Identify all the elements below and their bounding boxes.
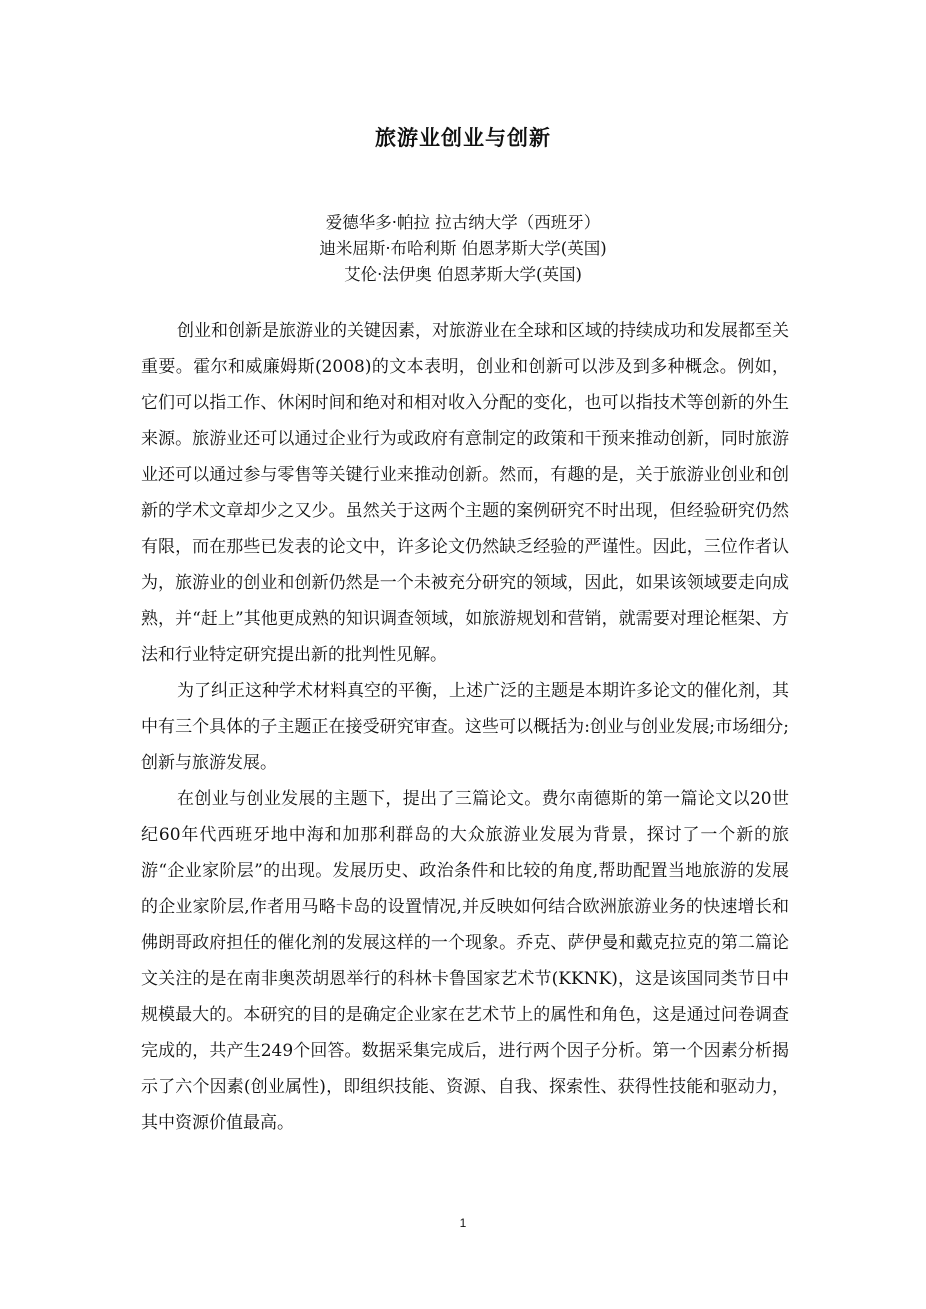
body-paragraph: 为了纠正这种学术材料真空的平衡，上述广泛的主题是本期许多论文的催化剂，其中有三个具体的子主题正在接受研究审查。这些可以概括为:创业与创业发展;市场细分;创新与旅游发展。 (141, 681, 789, 773)
body-paragraph: 创业和创新是旅游业的关键因素，对旅游业在全球和区域的持续成功和发展都至关重要。霍尔和威廉姆斯(2008)的文本表明，创业和创新可以涉及到多种概念。例如，它们可以指工作、休闲时间和绝对和相对收入分配的变化，也可以指技术等创新的外生来源。旅游业还可以通过企业行为或政府有意制定的政策和干预来推动创新，同时旅游业还可以通过参与零售等关键行业来推动创新。然而，有趣的是，关于旅游业创业和创新的学术文章却少之又少。虽然关于这两个主题的案例研究不时出现，但经验研究仍然有限，而在那些已发表的论文中，许多论文仍然缺乏经验的严谨性。因此，三位作者认为，旅游业的创业和创新仍然是一个未被充分研究的领域，因此，如果该领域要走向成熟，并“赶上”其他更成熟的知识调查领域，如旅游规划和营销，就需要对理论框架、方法和行业特定研究提出新的批判性见解。 (141, 321, 789, 665)
author-list (0, 210, 926, 288)
author-line: 爱德华多·帕拉 拉古纳大学（西班牙） (325, 213, 601, 232)
body-paragraph: 在创业与创业发展的主题下，提出了三篇论文。费尔南德斯的第一篇论文以20世纪60年代西班牙地中海和加那利群岛的大众旅游业发展为背景，探讨了一个新的旅游“企业家阶层”的出现。发展历史、政治条件和比较的角度,帮助配置当地旅游的发展的企业家阶层,作者用马略卡岛的设置情况,并反映如何结合欧洲旅游业务的快速增长和佛朗哥政府担任的催化剂的发展这样的一个现象。乔克、萨伊曼和戴克拉克的第二篇论文关注的是在南非奥茨胡恩举行的科林卡鲁国家艺术节(KKNK)，这是该国同类节日中规模最大的。本研究的目的是确定企业家在艺术节上的属性和角色，这是通过问卷调查完成的，共产生249个回答。数据采集完成后，进行两个因子分析。第一个因素分析揭示了六个因素(创业属性)，即组织技能、资源、自我、探索性、获得性技能和驱动力，其中资源价值最高。 (141, 789, 789, 1133)
page-number: 1 (459, 1216, 467, 1230)
document-title: 旅游业创业与创新 (375, 126, 551, 150)
document-body (141, 313, 789, 1141)
author-line: 艾伦·法伊奥 伯恩茅斯大学(英国) (344, 265, 582, 284)
author-line: 迪米屈斯·布哈利斯 伯恩茅斯大学(英国) (319, 239, 607, 258)
